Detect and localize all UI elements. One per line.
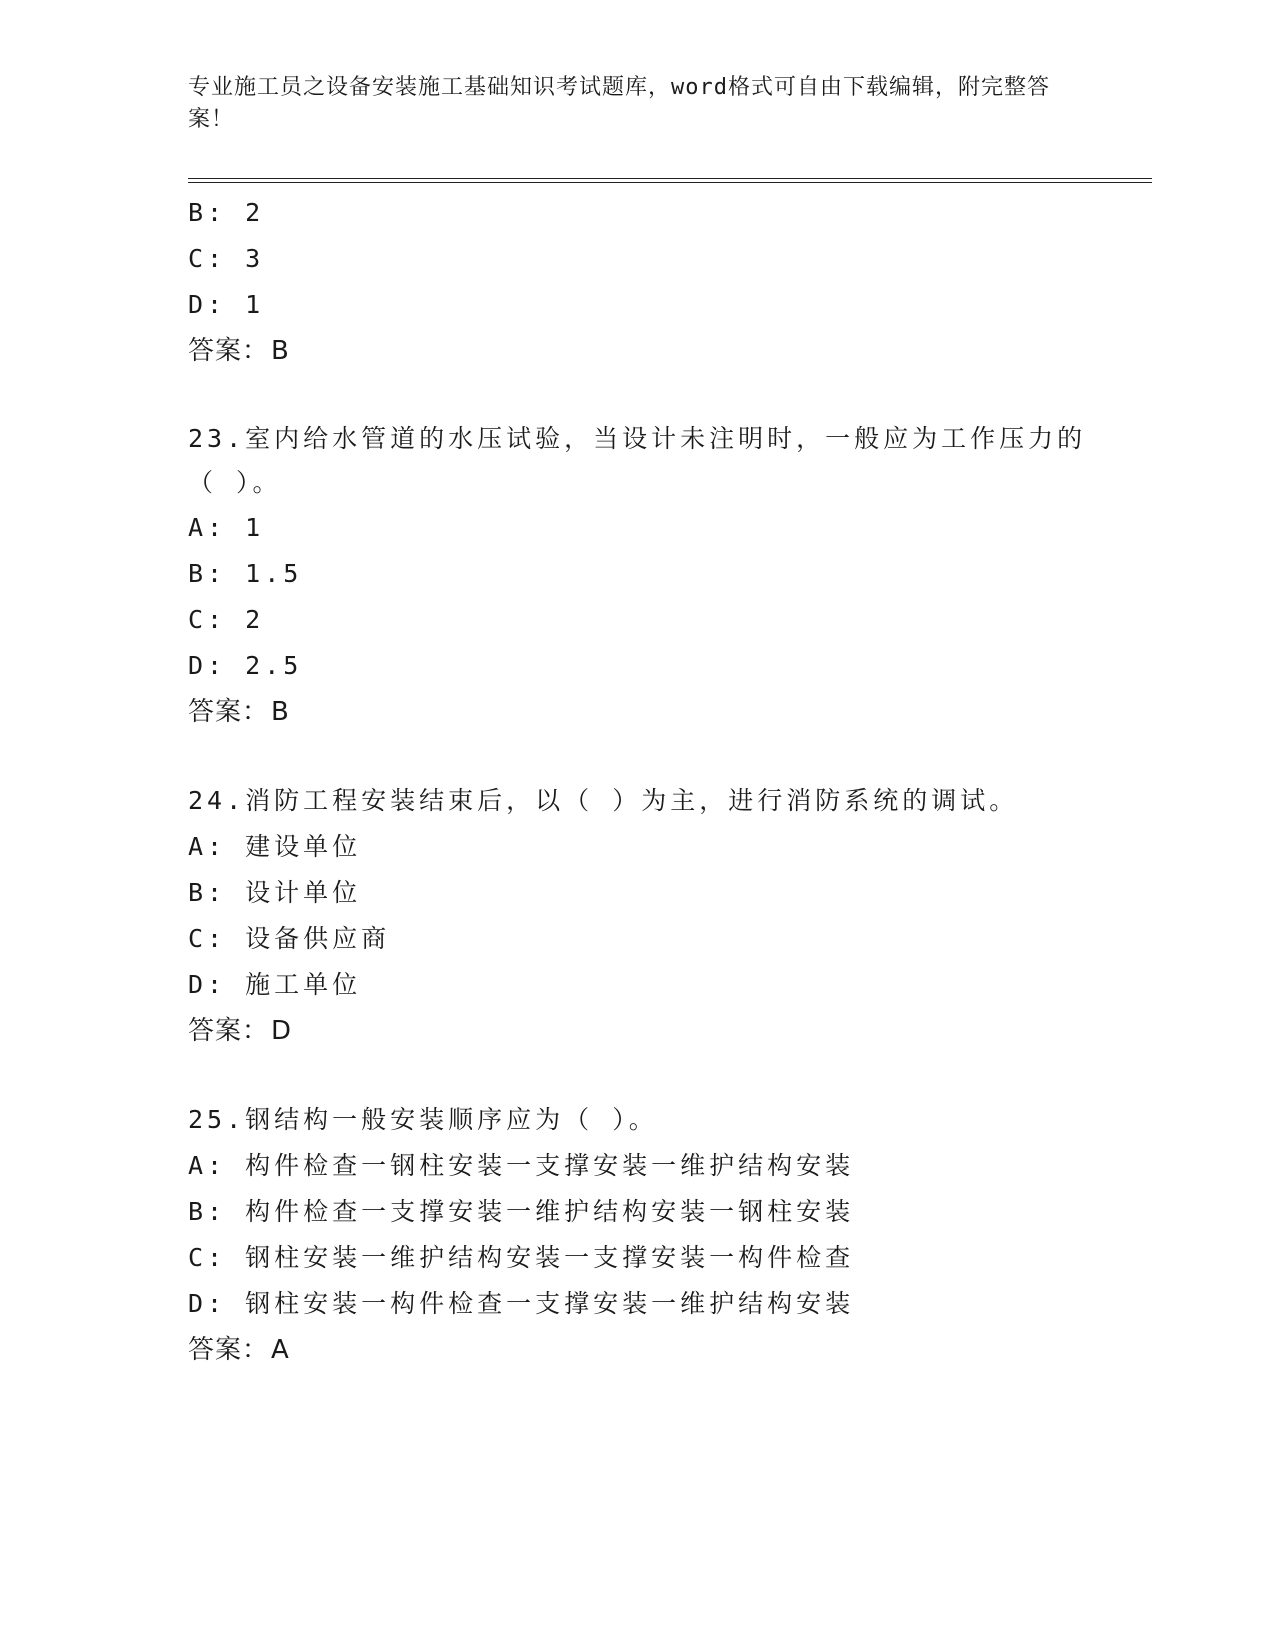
answer-label: 答案：: [188, 1335, 270, 1365]
question-stem: 25.钢结构一般安装顺序应为（ ）。: [188, 1105, 658, 1134]
option-b: B: 设计单位: [188, 878, 362, 907]
answer-line: [188, 328, 1088, 374]
answer-label: 答案：: [188, 697, 270, 727]
option-d: D: 2.5: [188, 651, 303, 680]
option-a: A: 建设单位: [188, 832, 362, 861]
question-25: [188, 1097, 1088, 1373]
answer-key: B: [271, 697, 290, 727]
option-c: C: 2: [188, 605, 265, 634]
answer-line: [188, 1008, 1088, 1054]
answer-line: [188, 689, 1088, 735]
option-c: C: 钢柱安装一维护结构安装一支撑安装一构件检查: [188, 1243, 855, 1272]
question-stem: 24.消防工程安装结束后，以（ ）为主，进行消防系统的调试。: [188, 786, 1019, 815]
option-d: D: 钢柱安装一构件检查一支撑安装一维护结构安装: [188, 1289, 855, 1318]
option-c: C: 设备供应商: [188, 924, 391, 953]
question-23: [188, 417, 1088, 735]
question-24: [188, 778, 1088, 1054]
answer-label: 答案：: [188, 336, 270, 366]
option-a: A: 构件检查一钢柱安装一支撑安装一维护结构安装: [188, 1151, 855, 1180]
option-b: B: 2: [188, 198, 265, 227]
option-b: B: 构件检查一支撑安装一维护结构安装一钢柱安装: [188, 1197, 855, 1226]
header-divider: [188, 178, 1152, 183]
answer-key: A: [271, 1335, 290, 1365]
answer-label: 答案：: [188, 1016, 270, 1046]
option-d: D: 1: [188, 290, 265, 319]
option-b: B: 1.5: [188, 559, 303, 588]
answer-key: D: [271, 1016, 293, 1046]
option-c: C: 3: [188, 244, 265, 273]
option-d: D: 施工单位: [188, 970, 362, 999]
question-stem: 23.室内给水管道的水压试验，当设计未注明时，一般应为工作压力的（ ）。: [188, 424, 1087, 497]
partial-question: [188, 190, 1088, 374]
question-list: [188, 190, 1088, 1416]
option-a: A: 1: [188, 513, 265, 542]
document-header: 专业施工员之设备安装施工基础知识考试题库，word格式可自由下载编辑，附完整答案！: [188, 75, 1050, 132]
answer-key: B: [271, 336, 290, 366]
answer-line: [188, 1327, 1088, 1373]
